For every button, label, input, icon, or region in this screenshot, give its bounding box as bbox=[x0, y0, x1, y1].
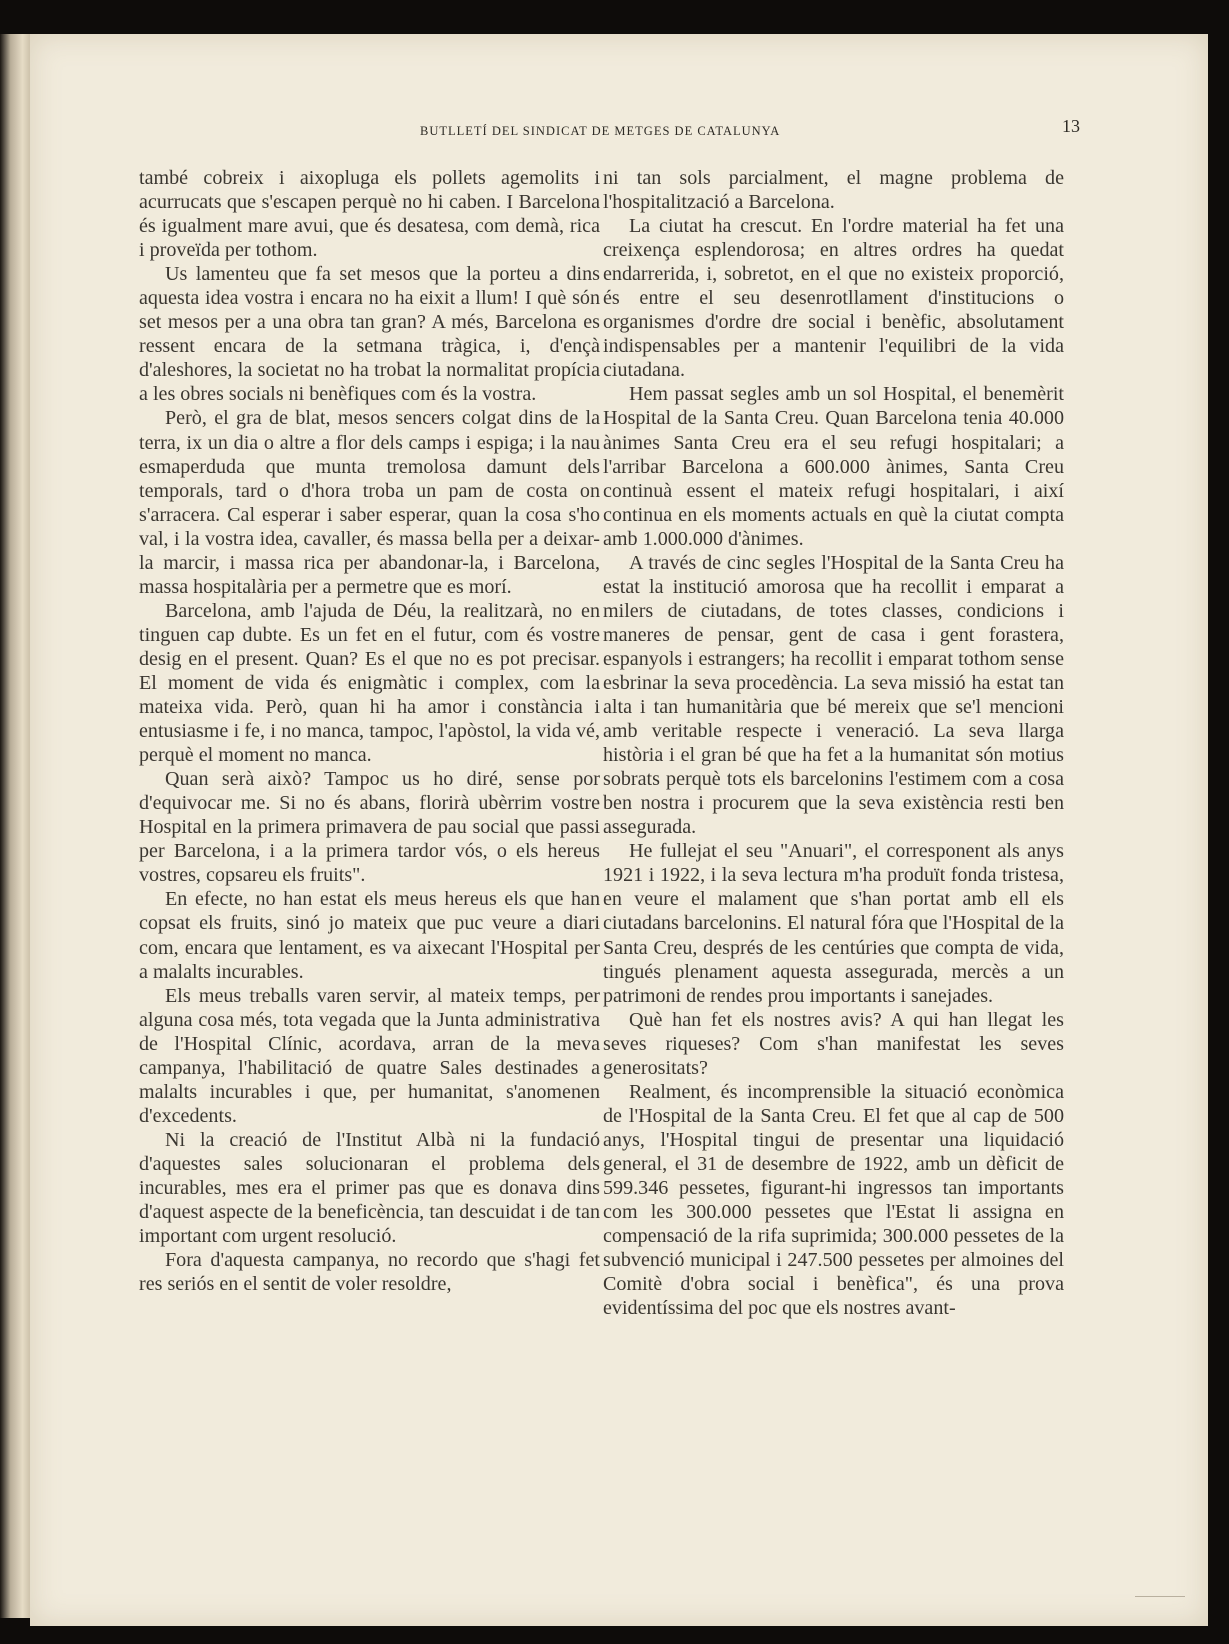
text-column-left bbox=[139, 166, 600, 1296]
paragraph: Però, el gra de blat, mesos sencers colgat dins de la terra, ix un dia o altre a flor dels camps i espiga; i la nau esmaperduda que munta tremolosa damunt dels temporals, tard o d'hora troba un pam de costa on s'arracera. Cal esperar i saber esperar, quan la cosa s'ho val, i la vostra idea, cavaller, és massa bella per a deixar-la marcir, i massa rica per abandonar-la, i Barcelona, massa hospitalària per a permetre que es morí. bbox=[139, 407, 600, 598]
paragraph: He fullejat el seu "Anuari", el corresponent als anys 1921 i 1922, i la seva lectura m'ha produït fonda tristesa, en veure el malament que s'han portat amb ell els ciutadans barcelonins. El natural fóra que l'Hospital de la Santa Creu, després de les centúries que compta de vida, tingués plenament aquesta assegurada, mercès a un patrimoni de rendes prou importants i sanejades. bbox=[603, 840, 1064, 1007]
text-column-right bbox=[603, 166, 1064, 1320]
paragraph: En efecte, no han estat els meus hereus els que han copsat els fruits, sinó jo mateix que puc veure a diari com, encara que lentament, es va aixecant l'Hospital per a malalts incurables. bbox=[139, 888, 600, 983]
paragraph: La ciutat ha crescut. En l'ordre material ha fet una creixença esplendorosa; en altres ordres ha quedat endarrerida, i, sobretot, en el que no existeix proporció, és entre el seu desenrotllament d'institucions o organismes d'ordre dre social i benèfic, absolutament indispensables per a mantenir l'equilibri de la vida ciutadana. bbox=[603, 215, 1064, 382]
paragraph: també cobreix i aixopluga els pollets agemolits i acurrucats que s'escapen perquè no hi caben. I Barcelona és igualment mare avui, que és desatesa, com demà, rica i proveïda per tothom. bbox=[139, 167, 600, 262]
paragraph: A través de cinc segles l'Hospital de la Santa Creu ha estat la institució amorosa que ha recollit i emparat a milers de ciutadans, de totes classes, condicions i maneres de pensar, gent de casa i gent forastera, espanyols i estrangers; ha recollit i emparat tothom sense esbrinar la seva procedència. La seva missió ha estat tan alta i tan humanitària que bé mereix que se'l mencioni amb veritable respecte i veneració. La seva llarga història i el gran bé que ha fet a la humanitat són motius sobrats perquè tots els barcelonins l'estimem com a cosa ben nostra i procurem que la seva existència resti ben assegurada. bbox=[603, 551, 1064, 839]
page-header bbox=[30, 116, 1208, 146]
paragraph: Barcelona, amb l'ajuda de Déu, la realitzarà, no en tinguen cap dubte. Es un fet en el futur, com és vostre desig en el present. Quan? Es el que no es pot precisar. El moment de vida és enigmàtic i complex, com la mateixa vida. Però, quan hi ha amor i constància i entusiasme i fe, i no manca, tampoc, l'apòstol, la vida vé, perquè el moment no manca. bbox=[139, 599, 600, 767]
paragraph: Us lamenteu que fa set mesos que la porteu a dins aquesta idea vostra i encara no ha eixit a llum! I què són set mesos per a una obra tan gran? A més, Barcelona es ressent encara de la setmana tràgica, i, d'ençà d'aleshores, la societat no ha trobat la normalitat propícia a les obres socials ni benèfiques com és la vostra. bbox=[139, 263, 600, 406]
paragraph: Quan serà això? Tampoc us ho diré, sense por d'equivocar me. Si no és abans, florirà ubèrrim vostre Hospital en la primera primavera de pau social que passi per Barcelona, i a la primera tardor vós, o els hereus vostres, copsareu els fruits". bbox=[139, 768, 600, 887]
bottom-rule bbox=[1135, 1596, 1185, 1597]
paragraph: Hem passat segles amb un sol Hospital, el benemèrit Hospital de la Santa Creu. Quan Barcelona tenia 40.000 ànimes Santa Creu era el seu refugi hospitalari; a l'arribar Barcelona a 600.000 ànimes, Santa Creu continuà essent el mateix refugi hospitalari, i així continua en els moments actuals en què la ciutat compta amb 1.000.000 d'ànimes. bbox=[603, 383, 1064, 550]
paragraph: Fora d'aquesta campanya, no recordo que s'hagi fet res seriós en el sentit de voler resoldre, bbox=[139, 1249, 600, 1296]
paragraph: Què han fet els nostres avis? A qui han llegat les seves riqueses? Com s'han manifestat les seves generositats? bbox=[603, 1008, 1064, 1079]
paragraph: Els meus treballs varen servir, al mateix temps, per alguna cosa més, tota vegada que la Junta administrativa de l'Hospital Clínic, acordava, arran de la meva campanya, l'habilitació de quatre Sales destinades a malalts incurables i que, per humanitat, s'anomenen d'excedents. bbox=[139, 984, 600, 1127]
document-page bbox=[30, 34, 1208, 1626]
running-head: BUTLLETÍ DEL SINDICAT DE METGES DE CATALUNYA bbox=[420, 124, 781, 138]
paragraph: Ni la creació de l'Institut Albà ni la fundació d'aquestes sales solucionaran el problema dels incurables, mes era el primer pas que es donava dins d'aquest aspecte de la beneficència, tan descuidat i de tan important com urgent resolució. bbox=[139, 1128, 600, 1248]
page-number: 13 bbox=[1062, 116, 1080, 136]
paragraph: Realment, és incomprensible la situació econòmica de l'Hospital de la Santa Creu. El fet que al cap de 500 anys, l'Hospital tingui de presentar una liquidació general, el 31 de desembre de 1922, amb un dèficit de 599.346 pessetes, figurant-hi ingressos tan importants com les 300.000 pessetes que l'Estat li assigna en compensació de la rifa suprimida; 300.000 pessetes de la subvenció municipal i 247.500 pessetes per almoines del Comitè d'obra social i benèfica", és una prova evidentíssima del poc que els nostres avant- bbox=[603, 1080, 1064, 1320]
book-page-edge bbox=[0, 34, 30, 1618]
paragraph: ni tan sols parcialment, el magne problema de l'hospitalització a Barcelona. bbox=[603, 167, 1064, 214]
